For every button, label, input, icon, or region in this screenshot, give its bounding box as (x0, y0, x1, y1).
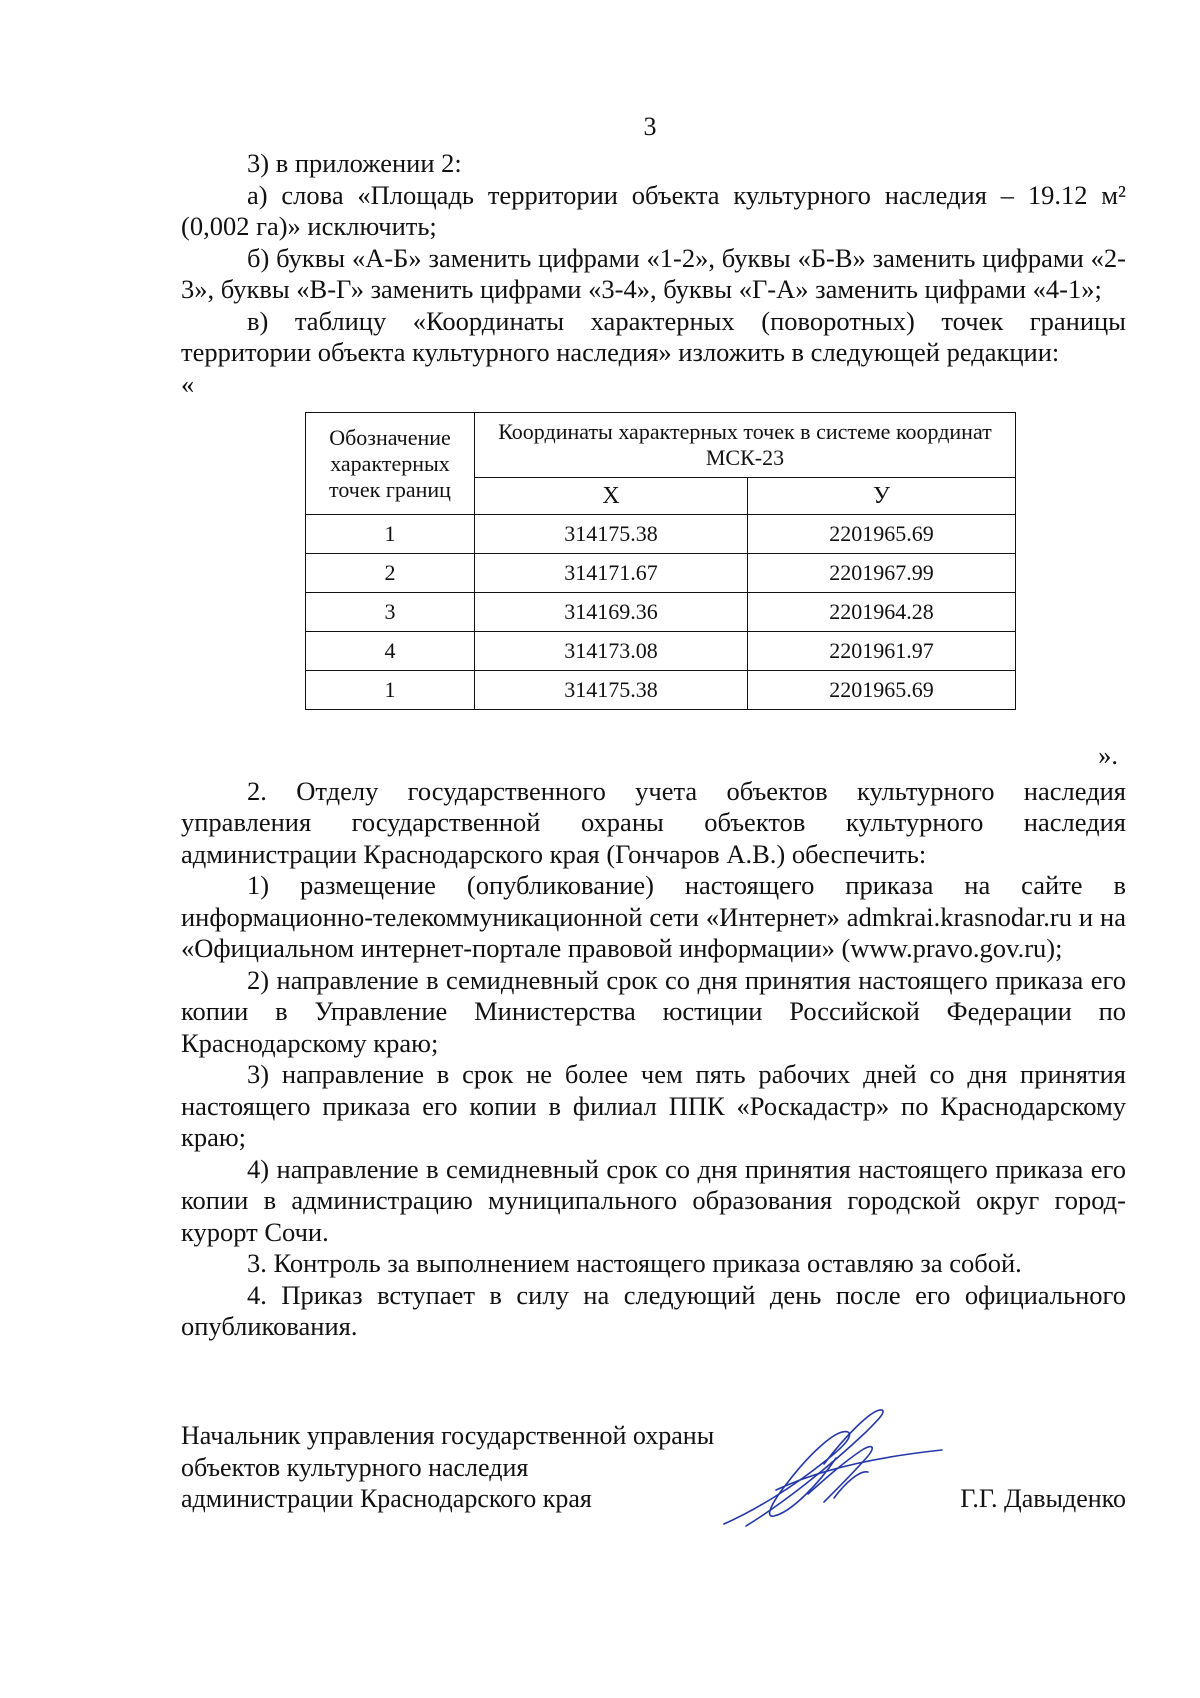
signatory-title (181, 1420, 714, 1515)
table-header-row (306, 413, 1016, 478)
page-number: 3 (643, 112, 657, 141)
cell-x: 314169.36 (475, 593, 748, 632)
signatory-title-line: объектов культурного наследия (181, 1452, 529, 1482)
open-quote: « (181, 368, 195, 399)
cell-point: 4 (306, 632, 475, 671)
cell-point: 3 (306, 593, 475, 632)
cell-y: 2201961.97 (748, 632, 1016, 671)
paragraph-section-3: 3. Контроль за выполнением настоящего приказа оставляю за собой. (247, 1248, 1022, 1278)
close-quote: ». (1098, 740, 1118, 770)
cell-y: 2201967.99 (748, 554, 1016, 593)
cell-x: 314173.08 (475, 632, 748, 671)
paragraph-section-2-item-1: 1) размещение (опубликование) настоящего приказа на сайте в информационно-телекоммуникационной сети «Интернет» admkrai.krasnodar.ru и на «Официальном интернет-портале правовой информации» (www.pravo.gov.ru); (181, 870, 1126, 963)
signatory-name: Г.Г. Давыденко (960, 1484, 1126, 1513)
paragraph-item-b: б) буквы «А-Б» заменить цифрами «1-2», буквы «Б-В» заменить цифрами «2-3», буквы «В-Г» заменить цифрами «3-4», буквы «Г-А» заменить цифрами «4-1»; (181, 242, 1126, 304)
paragraph-item-v: в) таблицу «Координаты характерных (поворотных) точек границы территории объекта культурного наследия» изложить в следующей редакции: (181, 305, 1126, 367)
header-x: Х (475, 478, 748, 515)
cell-y: 2201964.28 (748, 593, 1016, 632)
cell-point: 1 (306, 671, 475, 710)
table-row (306, 671, 1016, 710)
document-body (181, 148, 1126, 1343)
paragraph-section-4: 4. Приказ вступает в силу на следующий день после его официального опубликования. (181, 1279, 1126, 1341)
header-y: У (748, 478, 1016, 515)
signatory-title-line: администрации Краснодарского края (181, 1484, 592, 1513)
cell-x: 314175.38 (475, 671, 748, 710)
cell-point: 1 (306, 515, 475, 554)
cell-y: 2201965.69 (748, 515, 1016, 554)
paragraph-section-2: 2. Отделу государственного учета объектов культурного наследия управления государственной охраны объектов культурного наследия администрации Краснодарского края (Гончаров А.В.) обеспечить: (181, 775, 1126, 869)
table-row (306, 515, 1016, 554)
paragraph-appendix-2: 3) в приложении 2: (247, 148, 462, 178)
paragraph-section-2-item-4: 4) направление в семидневный срок со дня принятия настоящего приказа его копии в администрацию муниципального образования городской округ город-курорт Сочи. (181, 1153, 1126, 1247)
table-row (306, 593, 1016, 632)
cell-y: 2201965.69 (748, 671, 1016, 710)
coordinates-table (305, 412, 1016, 710)
paragraph-item-a: а) слова «Площадь территории объекта культурного наследия – 19.12 м² (0,002 га)» исключить; (181, 179, 1126, 241)
cell-x: 314175.38 (475, 515, 748, 554)
header-coordinates-group: Координаты характерных точек в системе координат МСК-23 (475, 413, 1016, 478)
cell-point: 2 (306, 554, 475, 593)
cell-x: 314171.67 (475, 554, 748, 593)
handwritten-signature (716, 1398, 946, 1538)
signature-block (181, 1420, 1126, 1560)
signatory-title-line: Начальник управления государственной охраны (181, 1421, 715, 1450)
table-row (306, 632, 1016, 671)
paragraph-section-2-item-2: 2) направление в семидневный срок со дня принятия настоящего приказа его копии в Управление Министерства юстиции Российской Федерации по Краснодарскому краю; (181, 964, 1126, 1058)
header-point-label: Обозначение характерных точек границ (306, 413, 475, 515)
table-row (306, 554, 1016, 593)
paragraph-section-2-item-3: 3) направление в срок не более чем пять рабочих дней со дня принятия настоящего приказа его копии в филиал ППК «Роскадастр» по Краснодарскому краю; (181, 1059, 1126, 1152)
